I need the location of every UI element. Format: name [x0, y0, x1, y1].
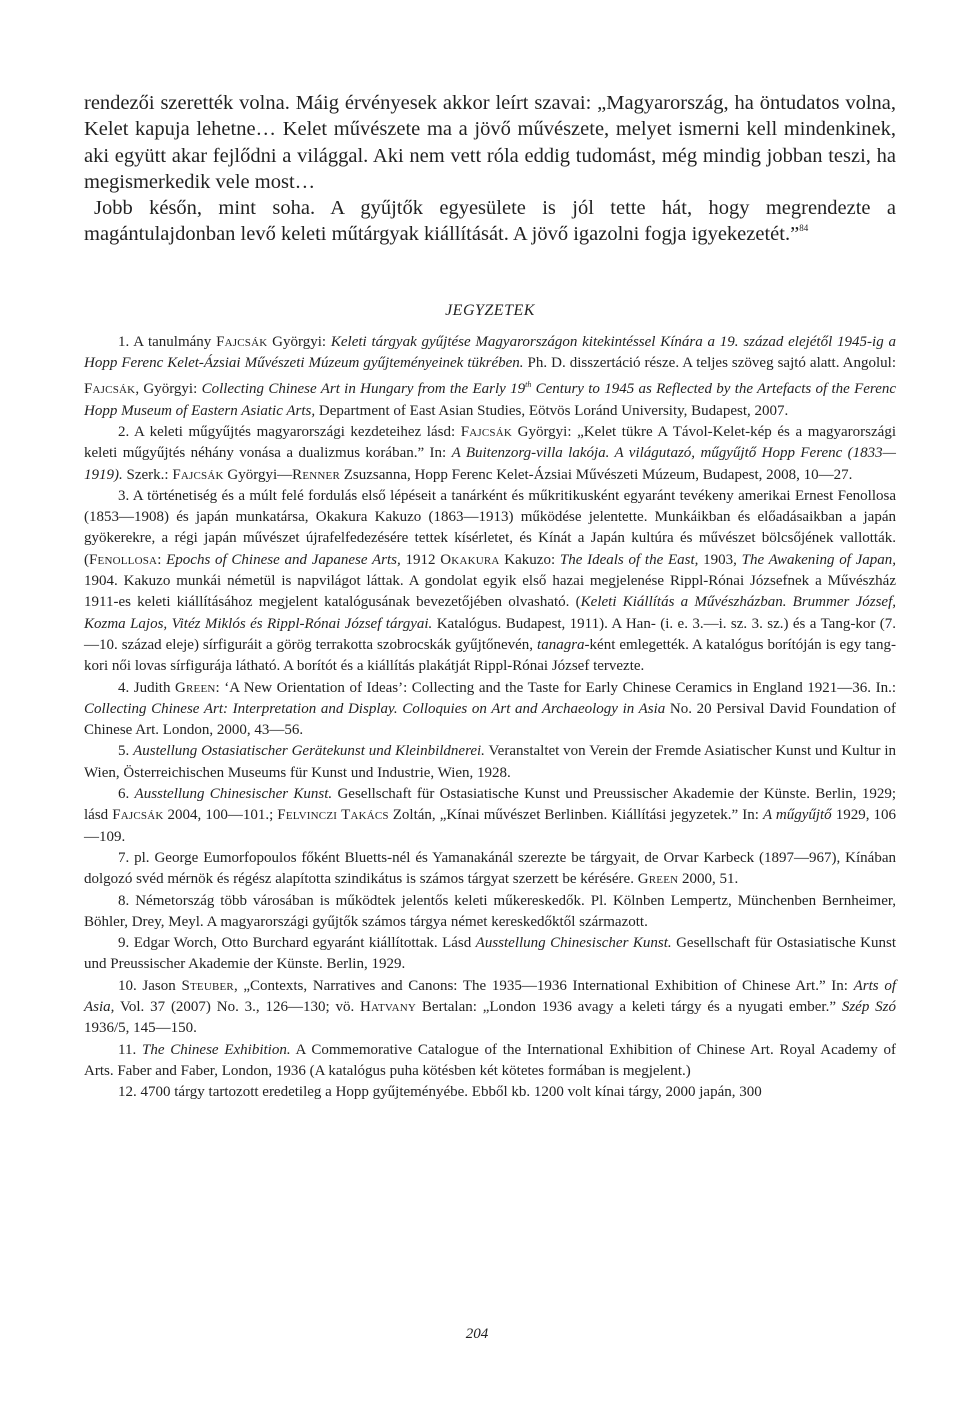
page-number: 204 — [465, 1326, 489, 1342]
note-4: 4. Judith Green: ‘A New Orientation of Ideas’: Collecting and the Taste for Early Chinese Ceramics in England 1921—36. In.: Collecting Chinese Art: Interpretation and Display. Colloquies on Art and Archaeology in Asia No. 20 Persival David Foundation of Chinese Art. London, 2000, 43—56. — [84, 679, 896, 739]
note-10: 10. Jason Steuber, „Contexts, Narratives and Canons: The 1935—1936 International Exhibition of Chinese Art.” In: Arts of Asia, Vol. 37 (2007) No. 3., 126—130; vö. Hatvany Bertalan: „London 1936 avagy a keleti tárgy és a nyugati ember.” Szép Szó 1936/5, 145—150. — [84, 977, 896, 1037]
main-paragraph — [84, 90, 896, 248]
note-5: 5. Austellung Ostasiatischer Gerätekunst und Kleinbildnerei. Veranstaltet von Verein der Fremde Asiatischer Kunst und Kultur in Wien, Österreichischen Museums für Kunst und Industrie, Wien, 1928. — [84, 743, 897, 781]
note-1: 1. A tanulmány Fajcsák Györgyi: Keleti tárgyak gyűjtése Magyarországon kitekintéssel Kínára a 19. század elejétől 1945-ig a Hopp Ferenc Kelet-Ázsiai Művészeti Múzeum gyűjteményeinek tükrében. Ph. D. disszertáció része. A teljes szöveg sajtó alatt. Angolul: Fajcsák, Györgyi: Collecting Chinese Art in Hungary from the Early 19th Century to 1945 as Reflected by the Artefacts of the Ferenc Hopp Museum of Eastern Asiatic Arts, Department of East Asian Studies, Eötvös Loránd University, Budapest, 2007. — [84, 333, 897, 419]
note-12: 12. 4700 tárgy tartozott eredetileg a Hopp gyűjteményébe. Ebből kb. 1200 volt kínai tárgy, 2000 japán, 300 — [118, 1084, 762, 1101]
note-6: 6. Ausstellung Chinesischer Kunst. Gesellschaft für Ostasiatische Kunst und Preussischer Akademie der Künste. Berlin, 1929; lásd Fajcsák 2004, 100—101.; Felvinczi Takács Zoltán, „Kínai művészet Berlinben. Kiállítási jegyzetek.” In: A műgyűjtő 1929, 106—109. — [84, 786, 896, 845]
note-11: 11. The Chinese Exhibition. A Commemorative Catalogue of the International Exhibition of Chinese Art. Royal Academy of Arts. Faber and Faber, London, 1936 (A katalógus puha kötésben két kötetes formában is megjelent.) — [84, 1041, 896, 1079]
note-7: 7. pl. George Eumorfopoulos főként Bluetts-nél és Yamanakánál szerezte be tárgyait, de Orvar Karbeck (1897—967), Kínában dolgozó svéd mérnök és régész alapította szindikátus is számos tárgyat szerzett be kérésére. Green 2000, 51. — [84, 849, 896, 888]
note-2: 2. A keleti műgyűjtés magyarországi kezdeteihez lásd: Fajcsák Györgyi: „Kelet tükre A Távol-Kelet-kép és a magyarországi keleti műgyűjtés néhány vonása a dualizmus korában.” In: A Buitenzorg-villa lakója. A világutazó, műgyűjtő Hopp Ferenc (1833—1919). Szerk.: Fajcsák Györgyi—Renner Zsuzsanna, Hopp Ferenc Kelet-Ázsiai Művészeti Múzeum, Budapest, 2008, 10—27. — [84, 423, 897, 483]
note-8: 8. Németország több városában is működtek jelentős keleti műkereskedők. Pl. Kölnben Lempertz, Münchenben Bernheimer, Böhler, Drey, Meyl. A magyarországi gyűjtők számos tárgya német kereskedőktől származott. — [84, 892, 896, 930]
main-text-part1: rendezői szerették volna. Máig érvényesek akkor leírt szavai: „Magyarország, ha öntudatos volna, Kelet kapuja lehetne… Kelet művészete ma a jövő művészete, melyet ismerni kell mindenkinek, aki együtt akar fejlődni a világgal. Aki nem vett róla eddig tudomást, még mindig jobban teszi, ha megismerkedik vele most… — [84, 92, 896, 193]
note-9: 9. Edgar Worch, Otto Burchard egyaránt kiállítottak. Lásd Ausstellung Chinesischer Kunst. Gesellschaft für Ostasiatische Kunst und Preussischer Akademie der Künste. Berlin, 1929. — [84, 935, 896, 973]
note-3: 3. A történetiség és a múlt felé fordulás első lépéseit a tanárként és műkritikusként egyaránt tevékeny amerikai Ernest Fenollosa (1853—1908) és japán munkatársa, Okakura Kakuzo (1863—1913) működése jelentette. Munkáikban és előadásaikban a japán gyökerekre, a régi japán művészet újrafelfedezésére tettek kísérletet, és Kínát a Japán kultúra és művészet bölcsőjének vallották. (Fenollosa: Epochs of Chinese and Japanese Arts, 1912 Okakura Kakuzo: The Ideals of the East, 1903, The Awakening of Japan, 1904. Kakuzo munkái németül is napvilágot láttak. A gondolat egyik első hazai megjelenése Rippl-Rónai Józsefnek a Művészház 1911-es keleti kiállításához megjelent katalógusának bevezetőjében olvasható. (Keleti Kiállítás a Művészházban. Brummer József, Kozma Lajos, Vitéz Miklós és Rippl-Rónai József tárgyai. Katalógus. Budapest, 1911). A Han- (i. e. 3.—i. sz. 3. sz.) és a Tang-kor (7.—10. század eleje) sírfiguráit a görög terrakotta szobrocskák gyűjtőnevén, tanagra-ként emlegették. A katalógus borítóján is egy tang-kori női lovas sírfigurája látható. A borítót és a kiállítás plakátját Rippl-Rónai József tervezte. — [84, 487, 897, 675]
footnote-reference: 84 — [799, 223, 809, 234]
main-text-part2: Jobb későn, mint soha. A gyűjtők egyesülete is jól tette hát, hogy megrendezte a magántulajdonban levő keleti műtárgyak kiállítását. A jövő igazolni fogja igyekezetét.” — [84, 197, 896, 246]
page-content — [84, 90, 896, 1103]
notes-heading: JEGYZETEK — [445, 301, 535, 319]
